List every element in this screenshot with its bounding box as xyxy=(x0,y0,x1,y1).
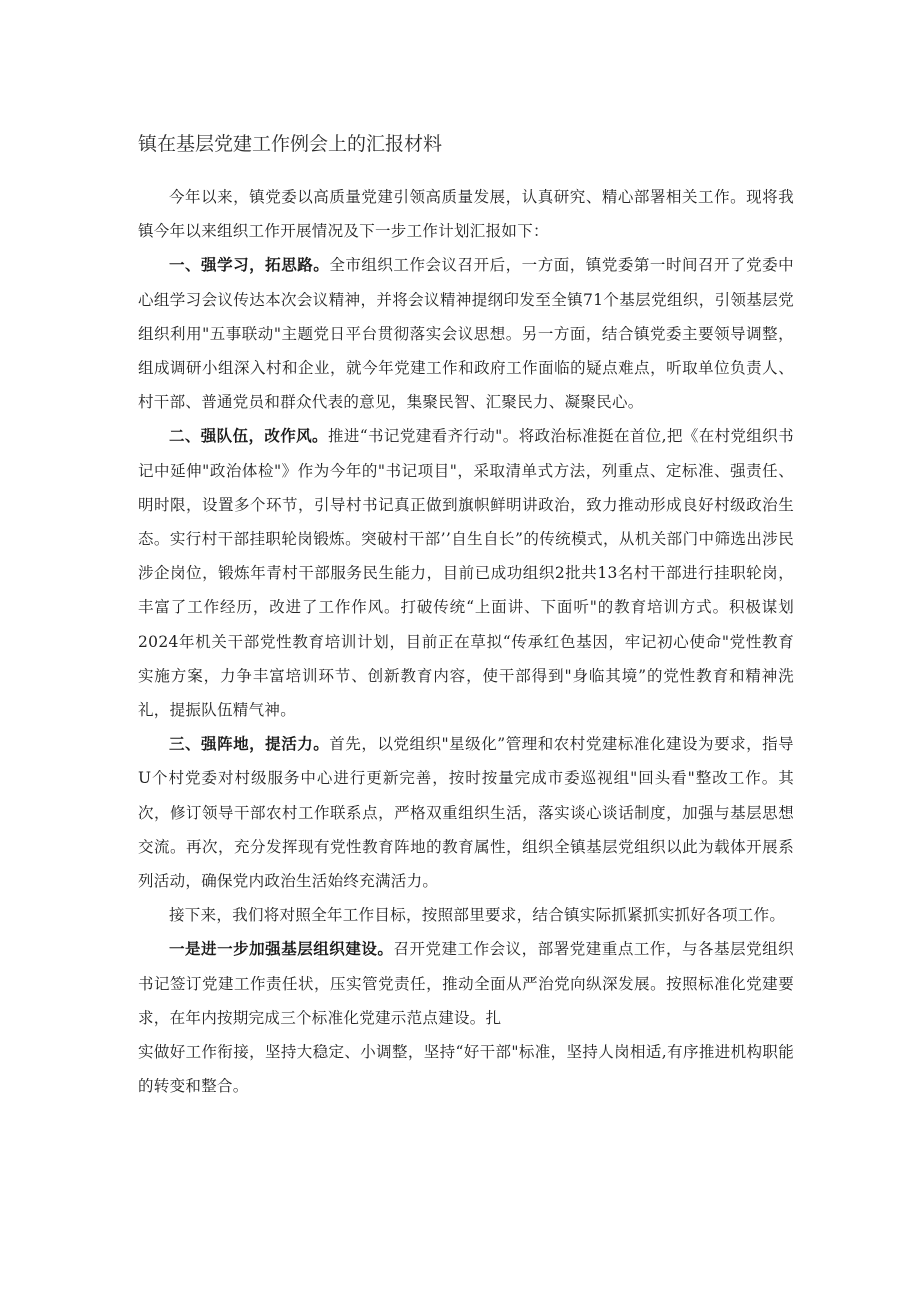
paragraph-heading: 一、强学习，拓思路。 xyxy=(169,255,330,275)
document-body xyxy=(138,180,794,1103)
paragraph-section-3 xyxy=(138,727,794,898)
paragraph-intro xyxy=(138,180,794,248)
document-title: 镇在基层党建工作例会上的汇报材料 xyxy=(138,133,443,155)
paragraph-heading: 三、强阵地，提活力。 xyxy=(169,734,330,754)
paragraph-text: 召开党建工作会议，部署党建重点工作，与各基层党组织书记签订党建工作责任状，压实管党责任，推动全面从严治党向纵深发展。按照标准化党建要求，在年内按期完成三个标准化党建示范点建设。扎 xyxy=(138,940,794,1027)
paragraph-heading: 一是进一步加强基层组织建设。 xyxy=(169,939,394,959)
paragraph-section-2 xyxy=(138,419,794,727)
paragraph-plan-1 xyxy=(138,932,794,1035)
paragraph-heading: 二、强队伍，改作风。 xyxy=(169,426,328,446)
paragraph-text: 推进“书记党建看齐行动"。将政治标准挺在首位,把《在村党组织书记中延伸"政治体检"》作为今年的"书记项目"，采取清单式方法，列重点、定标准、强责任、明时限，设置多个环节，引导村书记真正做到旗帜鲜明讲政治，致力推动形成良好村级政治生态。实行村干部挂职轮岗锻炼。突破村干部’’自生自长”的传统模式，从机关部门中筛选出涉民涉企岗位，锻炼年青村干部服务民生能力，目前已成功组织2批共13名村干部进行挂职轮岗，丰富了工作经历，改进了工作作风。打破传统“上面讲、下面听"的教育培训方式。积极谋划2024年机关干部党性教育培训计划，目前正在草拟“传承红色基因，牢记初心使命"党性教育实施方案，力争丰富培训环节、创新教育内容，使干部得到"身临其境”的党性教育和精神洗礼，提振队伍精气神。 xyxy=(138,427,794,720)
paragraph-next-steps xyxy=(138,898,794,932)
paragraph-text: 今年以来，镇党委以高质量党建引领高质量发展，认真研究、精心部署相关工作。现将我镇今年以来组织工作开展情况及下一步工作计划汇报如下： xyxy=(138,188,794,241)
paragraph-section-1 xyxy=(138,248,794,419)
paragraph-text: 首先，以党组织"星级化”管理和农村党建标准化建设为要求，指导U个村党委对村级服务中心进行更新完善，按时按量完成市委巡视组"回头看"整改工作。其次，修订领导干部农村工作联系点，严格双重组织生活，落实谈心谈话制度，加强与基层思想交流。再次，充分发挥现有党性教育阵地的教育属性，组织全镇基层党组织以此为载体开展系列活动，确保党内政治生活始终充满活力。 xyxy=(138,735,794,891)
paragraph-plan-1-continued xyxy=(138,1035,794,1103)
paragraph-text: 实做好工作衔接，坚持大稳定、小调整，坚持“好干部"标准，坚持人岗相适,有序推进机构职能的转变和整合。 xyxy=(138,1043,794,1096)
paragraph-text: 接下来，我们将对照全年工作目标，按照部里要求，结合镇实际抓紧抓实抓好各项工作。 xyxy=(169,906,786,925)
paragraph-text: 全市组织工作会议召开后，一方面，镇党委第一时间召开了党委中心组学习会议传达本次会议精神，并将会议精神提纲印发至全镇71个基层党组织，引领基层党组织利用"五事联动"主题党日平台贯彻落实会议思想。另一方面，结合镇党委主要领导调整，组成调研小组深入村和企业，就今年党建工作和政府工作面临的疑点难点，听取单位负责人、村干部、普通党员和群众代表的意见，集聚民智、汇聚民力、凝聚民心。 xyxy=(138,256,794,412)
